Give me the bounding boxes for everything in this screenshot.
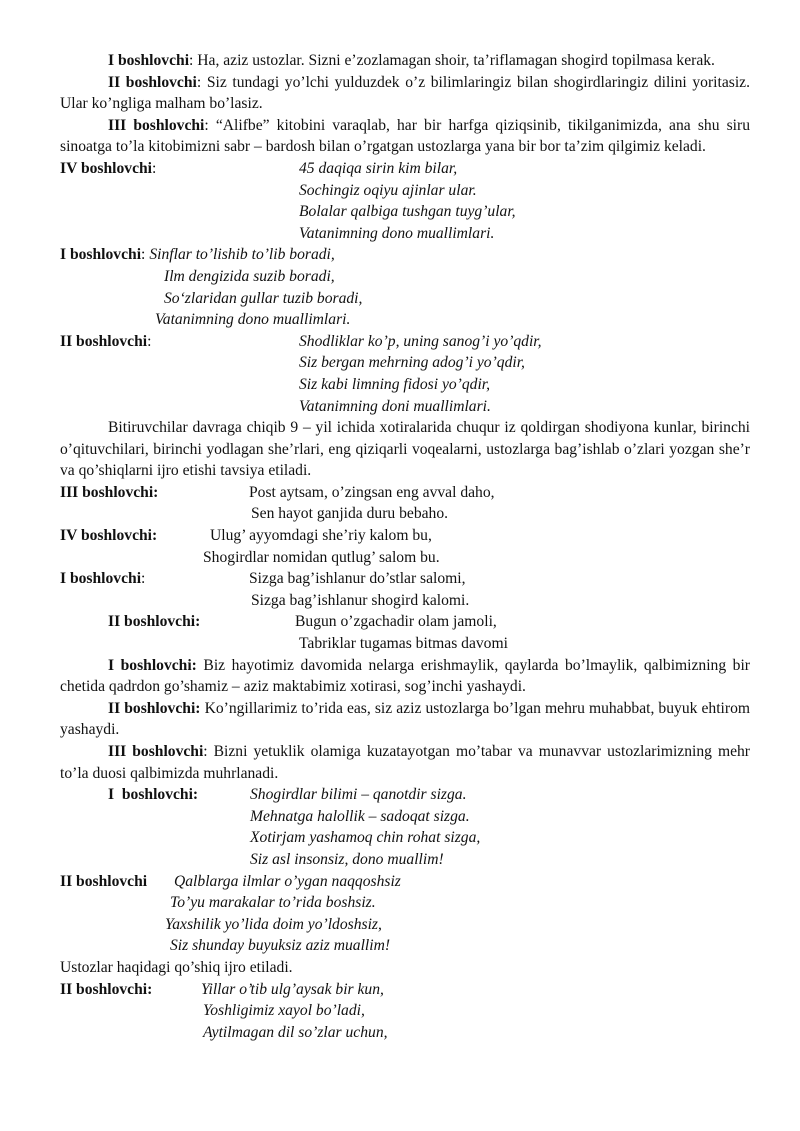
paragraph-5 [60, 655, 750, 698]
verse-line: Vatanimning dono muallimlari. [299, 224, 495, 242]
verse-line: So‘zlaridan gullar tuzib boradi, [164, 289, 363, 307]
speaker-label: IV boshlovchi: [60, 527, 158, 545]
verse-1 [60, 158, 750, 244]
speaker-label: I boshlovchi [60, 246, 142, 264]
verse-line: Xotirjam yashamoq chin rohat sizga, [250, 829, 481, 847]
verse-line: Sinflar to’lishib to’lib boradi, [149, 246, 335, 264]
speaker-label: III boshlovchi [108, 743, 204, 760]
verse-line: Sochingiz oqiyu ajinlar ular. [299, 181, 477, 199]
verse-2 [60, 244, 750, 330]
verse-line: Sizga bag’ishlanur shogird kalomi. [251, 591, 470, 609]
verse-line: Sen hayot ganjida duru bebaho. [251, 505, 449, 523]
paragraph-4 [60, 417, 750, 482]
verse-6 [60, 568, 750, 611]
paragraph-text: Ko’ngillarimiz to’rida eas, siz aziz ustozlarga bo’lgan mehru muhabbat, buyuk ehtirom yashaydi. [60, 699, 750, 739]
speaker-label: II boshlovchi: [108, 613, 201, 631]
speaker-label: II boshlovchi [60, 872, 148, 890]
speaker-colon: : [141, 246, 146, 264]
paragraph-3 [60, 115, 750, 158]
speaker-label: II boshlovchi: [108, 699, 201, 717]
paragraph-text: Bitiruvchilar davraga chiqib 9 – yil ichida xotiralarida chuqur iz qoldirgan shodiyona kunlar, birinchi o’qituvchilari, birinchi yodlagan she’rlari, eng qiziqarli voqealarni, ustozlarga bag’ishlab o’zlari yozgan she’r va qo’shiqlarni ijro etishi tavsiya etiladi. [60, 419, 750, 480]
verse-line: Mehnatga halollik – sadoqat sizga. [250, 807, 470, 825]
verse-line: Bugun o’zgachadir olam jamoli, [295, 613, 497, 631]
verse-line: To’yu marakalar to’rida boshsiz. [170, 894, 376, 912]
verse-line: Yoshligimiz xayol bo’ladi, [203, 1002, 365, 1020]
verse-line: Bolalar qalbiga tushgan tuyg’ular, [299, 203, 516, 221]
paragraph-6 [60, 698, 750, 741]
paragraph-8: Ustozlar haqidagi qo’shiq ijro etiladi. [60, 958, 293, 976]
verse-line: Siz asl insonsiz, dono muallim! [250, 850, 444, 868]
verse-line: Ilm dengizida suzib boradi, [164, 267, 335, 285]
verse-line: Vatanimning doni muallimlari. [299, 397, 491, 415]
speaker-label: II boshlovchi: [60, 980, 153, 998]
paragraph-text: : “Alifbe” kitobini varaqlab, har bir harfga qiziqsinib, tikilganimizda, ana shu siru sinoatga to’la kitobimizni sabr – bardosh bilan o’rgatgan ustozlarga yana bir bor ta’zim qilgimiz keladi. [60, 116, 751, 156]
speaker-label: I boshlovchi [108, 52, 190, 69]
speaker-colon: : [152, 159, 157, 177]
speaker-colon: : [141, 570, 146, 588]
speaker-label: III boshlovchi: [60, 483, 159, 501]
verse-line: Aytilmagan dil so’zlar uchun, [203, 1023, 388, 1041]
verse-line: Shogirdlar bilimi – qanotdir sizga. [250, 786, 467, 804]
verse-8 [60, 784, 750, 870]
verse-line: Siz shunday buyuksiz aziz muallim! [170, 937, 391, 955]
paragraph-text: : Ha, aziz ustozlar. Sizni e’zozlamagan shoir, ta’riflamagan shogird topilmasa kerak. [189, 52, 715, 69]
speaker-label: I boshlovchi: [108, 786, 199, 804]
verse-line: Post aytsam, o’zingsan eng avval daho, [249, 483, 495, 501]
speaker-label: II boshlovchi [60, 332, 148, 350]
verse-line: Yaxshilik yo’lida doim yo’ldoshsiz, [165, 915, 382, 933]
verse-line: Shogirdlar nomidan qutlug’ salom bu. [203, 548, 440, 566]
verse-9 [60, 871, 750, 957]
verse-line: Siz bergan mehrning adog’i yo’qdir, [299, 354, 525, 372]
paragraph-7 [60, 741, 750, 784]
verse-line: Ulug’ ayyomdagi she’riy kalom bu, [210, 527, 432, 545]
paragraph-text: : Bizni yetuklik olamiga kuzatayotgan mo’tabar va munavvar ustozlarimizning mehr to’la duosi qalbimizda muhrlanadi. [60, 743, 750, 782]
verse-line: Yillar o’tib ulg’aysak bir kun, [201, 980, 384, 998]
document-page [60, 50, 750, 1043]
verse-line: Shodliklar ko’p, uning sanog’i yo’qdir, [299, 332, 542, 350]
speaker-label: II boshlovchi [108, 73, 197, 91]
paragraph-2 [60, 72, 750, 115]
verse-line: Sizga bag’ishlanur do’stlar salomi, [249, 570, 466, 588]
verse-line: Vatanimning dono muallimlari. [155, 311, 351, 329]
verse-3 [60, 331, 750, 417]
speaker-label: III boshlovchi [108, 116, 205, 134]
verse-5 [60, 525, 750, 568]
verse-line: Tabriklar tugamas bitmas davomi [299, 635, 508, 653]
speaker-label: I boshlovchi [60, 570, 142, 588]
paragraph-text: Biz hayotimiz davomida nelarga erishmaylik, qaylarda bo’lmaylik, qalbimizning bir chetida qadrdon go’shamiz – aziz maktabimiz xotirasi, sog’inchi yashaydi. [60, 656, 750, 696]
paragraph-text: : Siz tundagi yo’lchi yulduzdek o’z bilimlaringiz bilan shogirdlaringiz dilini yoritasiz. Ular ko’ngliga malham bo’lasiz. [60, 73, 750, 113]
verse-line: Siz kabi limning fidosi yo’qdir, [299, 375, 491, 393]
paragraph-1 [60, 50, 750, 72]
speaker-label: I boshlovchi: [108, 656, 197, 674]
speaker-label: IV boshlovchi [60, 159, 153, 177]
verse-7 [60, 611, 750, 654]
verse-line: Qalblarga ilmlar o’ygan naqqoshsiz [174, 872, 401, 890]
speaker-colon: : [147, 332, 152, 350]
verse-10 [60, 979, 750, 1044]
verse-4 [60, 482, 750, 525]
verse-line: 45 daqiqa sirin kim bilar, [299, 159, 458, 177]
